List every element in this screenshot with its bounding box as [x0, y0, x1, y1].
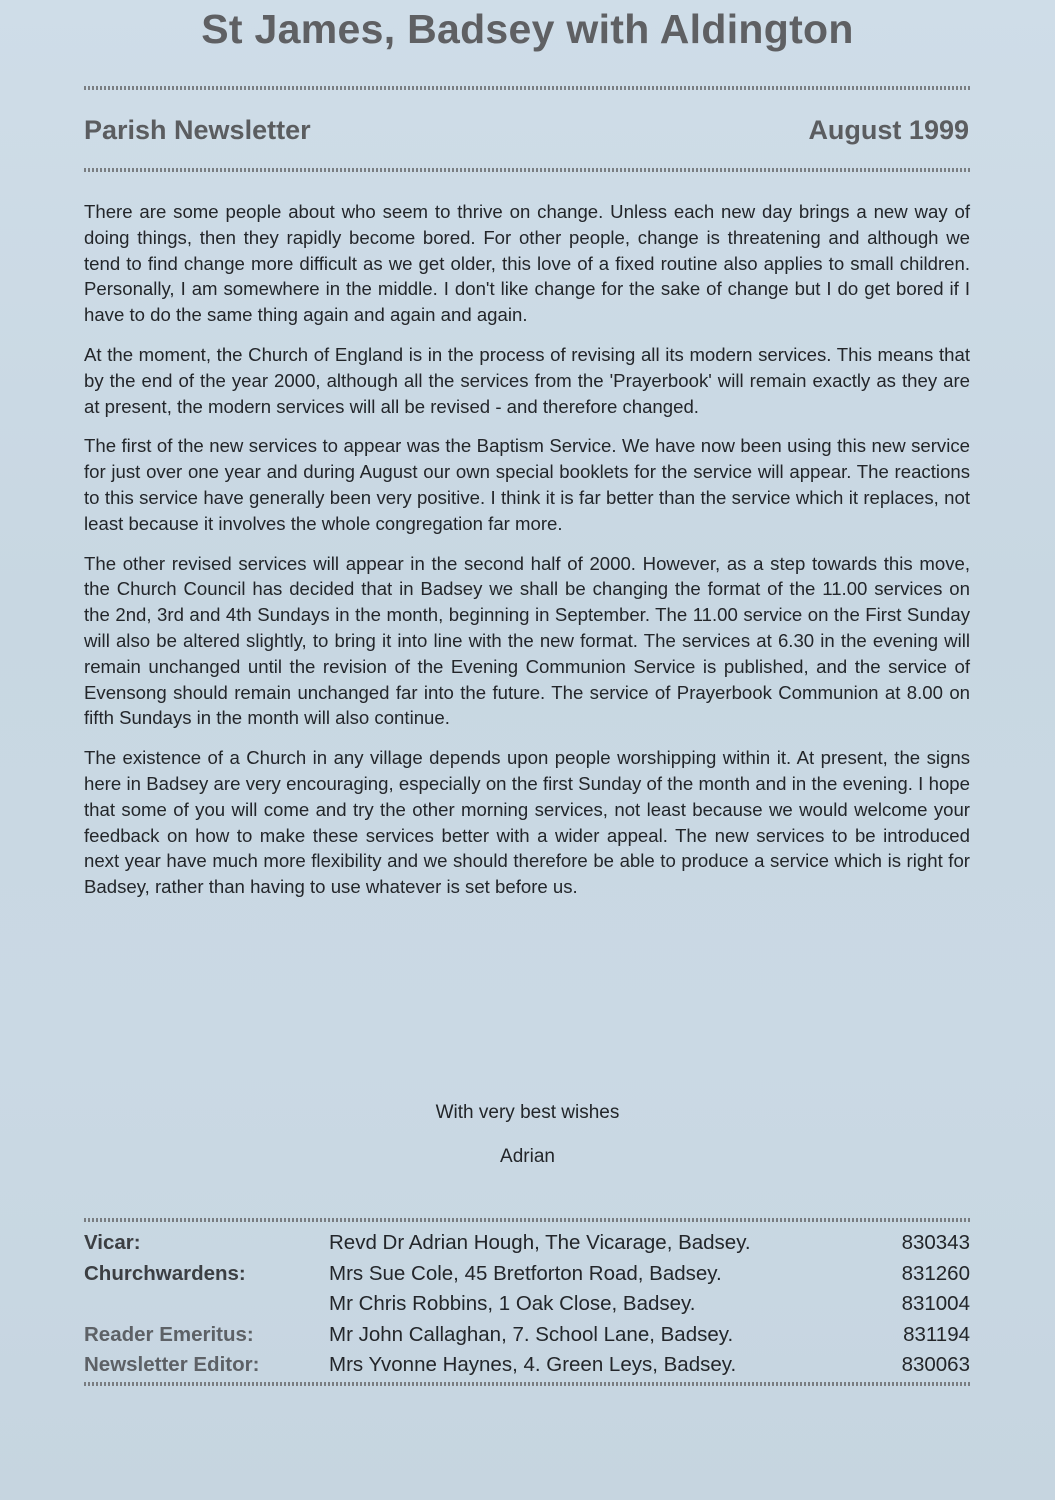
- contact-phone: 831194: [903, 1322, 970, 1346]
- contact-row-vicar: [84, 1228, 970, 1259]
- contact-address: Mr John Callaghan, 7. School Lane, Badsey.: [329, 1322, 734, 1346]
- contact-address: Mr Chris Robbins, 1 Oak Close, Badsey.: [329, 1292, 696, 1315]
- contact-address: Mrs Sue Cole, 45 Bretforton Road, Badsey.: [329, 1261, 722, 1285]
- contact-role: Vicar:: [84, 1231, 141, 1254]
- header-divider-top: [84, 86, 971, 90]
- contacts-divider-top: [84, 1218, 971, 1222]
- contact-role: Churchwardens:: [84, 1261, 246, 1285]
- paragraph: There are some people about who seem to thrive on change. Unless each new day brings a new way of doing things, then they rapidly become bored. For other people, change is threatening and although we tend to find change more difficult as we get older, this love of a fixed routine also applies to small children. Personally, I am somewhere in the middle. I don't like change for the sake of change but I do get bored if I have to do the same thing again and again and again.: [84, 201, 970, 326]
- newsletter-name: Parish Newsletter: [84, 115, 311, 145]
- contact-role: [84, 1289, 329, 1320]
- contact-row-churchwarden-1: [84, 1259, 970, 1290]
- contact-role: Reader Emeritus:: [84, 1322, 254, 1346]
- paragraph: The first of the new services to appear was the Baptism Service. We have now been using this new service for just over one year and during August our own special booklets for the service will appear. The reactions to this service have generally been very positive. I think it is far better than the service which it replaces, not least because it involves the whole congregation far more.: [84, 435, 970, 534]
- paragraph: At the moment, the Church of England is in the process of revising all its modern services. This means that by the end of the year 2000, although all the services from the 'Prayerbook' will remain exactly as they are at present, the modern services will all be revised - and therefore changed.: [84, 343, 970, 417]
- sign-off: With very best wishes: [435, 1102, 620, 1123]
- header-divider-bottom: [84, 168, 971, 172]
- contact-phone: 831004: [901, 1292, 970, 1315]
- contact-phone: 830063: [901, 1353, 970, 1376]
- contact-address: Revd Dr Adrian Hough, The Vicarage, Badsey.: [329, 1231, 751, 1254]
- paragraph: The existence of a Church in any village depends upon people worshipping within it. At present, the signs here in Badsey are very encouraging, especially on the first Sunday of the month and in the evening. I hope that some of you will come and try the other morning services, not least because we would welcome your feedback on how to make these services better with a wider appeal. The new services to be introduced next year have much more flexibility and we should therefore be able to produce a service which is right for Badsey, rather than having to use whatever is set before us.: [84, 747, 970, 898]
- contacts-table: [84, 1228, 970, 1381]
- contacts-divider-bottom: [84, 1382, 971, 1386]
- letter-body: [84, 199, 970, 914]
- newsletter-title: St James, Badsey with Aldington: [201, 6, 854, 52]
- contact-row-reader: [84, 1320, 970, 1351]
- contact-role: Newsletter Editor:: [84, 1353, 260, 1376]
- signature: Adrian: [500, 1146, 555, 1167]
- contact-row-churchwarden-2: [84, 1289, 970, 1320]
- contact-row-editor: [84, 1350, 970, 1381]
- newsletter-date: August 1999: [808, 115, 969, 145]
- contact-phone: 831260: [901, 1261, 970, 1285]
- contact-phone: 830343: [901, 1231, 970, 1254]
- contact-address: Mrs Yvonne Haynes, 4. Green Leys, Badsey.: [329, 1353, 737, 1376]
- paragraph: The other revised services will appear in the second half of 2000. However, as a step towards this move, the Church Council has decided that in Badsey we shall be changing the format of the 11.00 services on the 2nd, 3rd and 4th Sundays in the month, beginning in September. The 11.00 service on the First Sunday will also be altered slightly, to bring it into line with the new format. The services at 6.30 in the evening will remain unchanged until the revision of the Evening Communion Service is published, and the service of Evensong should remain unchanged far into the future. The service of Prayerbook Communion at 8.00 on fifth Sundays in the month will also continue.: [84, 552, 970, 729]
